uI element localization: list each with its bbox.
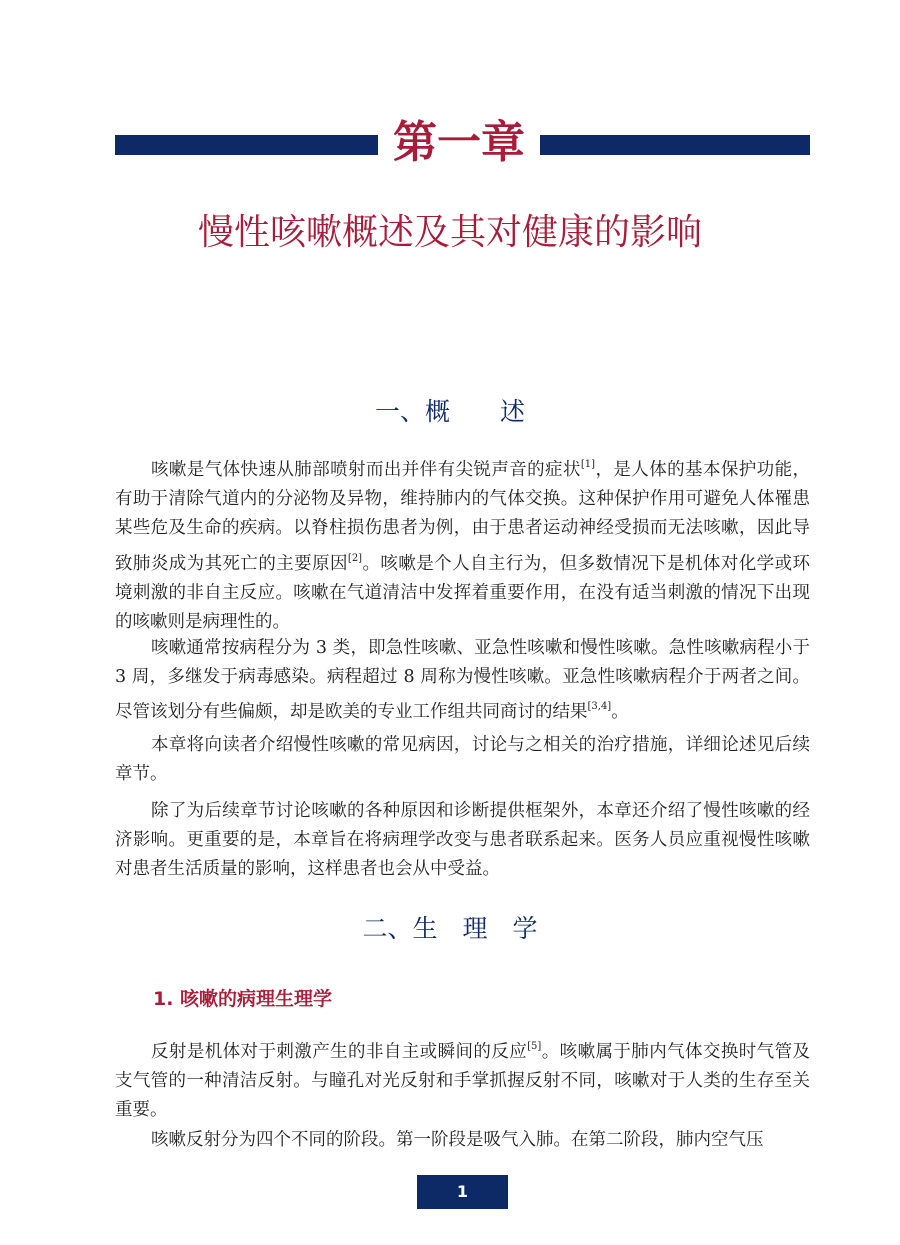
section-heading-physiology: 二、生 理 学 [362,914,538,943]
citation: [1] [580,459,596,470]
subsection-heading: 1. 咳嗽的病理生理学 [153,988,333,1010]
paragraph: 咳嗽通常按病程分为 3 类，即急性咳嗽、亚急性咳嗽和慢性咳嗽。急性咳嗽病程小于 3 周，多继发于病毒感染。病程超过 8 周称为慢性咳嗽。亚急性咳嗽病程介于两者之间。尽管该划分有些偏颇，却是欧美的专业工作组共同商讨的结果[3,4]。 [115,638,810,723]
paragraph: 咳嗽反射分为四个不同的阶段。第一阶段是吸气入肺。在第二阶段，肺内空气压 [151,1130,764,1150]
chapter-label: 第一章 [393,117,525,168]
citation: [5] [527,1041,542,1052]
paragraph: 反射是机体对于刺激产生的非自主或瞬间的反应[5]。咳嗽属于肺内气体交换时气管及支气管的一种清洁反射。与瞳孔对光反射和手掌抓握反射不同，咳嗽对于人类的生存至关重要。 [115,1041,811,1121]
section-heading-overview: 一、概 述 [374,397,525,426]
citation: [3,4] [587,701,612,713]
chapter-bar-right [540,135,810,155]
page-number: 1 [417,1175,508,1209]
paragraph: 咳嗽是气体快速从肺部喷射而出并伴有尖锐声音的症状[1]，是人体的基本保护功能，有助于清除气道内的分泌物及异物，维持肺内的气体交换。这种保护作用可避免人体罹患某些危及生命的疾病。以脊柱损伤患者为例，由于患者运动神经受损而无法咳嗽，因此导致肺炎成为其死亡的主要原因[2]。咳嗽是个人自主行为，但多数情况下是机体对化学或环境刺激的非自主反应。咳嗽在气道清洁中发挥着重要作用，在没有适当刺激的情况下出现的咳嗽则是病理性的。 [115,459,811,633]
paragraph: 除了为后续章节讨论咳嗽的各种原因和诊断提供框架外，本章还介绍了慢性咳嗽的经济影响。更重要的是，本章旨在将病理学改变与患者联系起来。医务人员应重视慢性咳嗽对患者生活质量的影响，这样患者也会从中受益。 [115,801,810,880]
citation: [2] [347,552,363,564]
paragraph: 本章将向读者介绍慢性咳嗽的常见病因，讨论与之相关的治疗措施，详细论述见后续章节。 [115,735,810,785]
chapter-bar-left [115,135,378,155]
chapter-title: 慢性咳嗽概述及其对健康的影响 [197,212,702,253]
